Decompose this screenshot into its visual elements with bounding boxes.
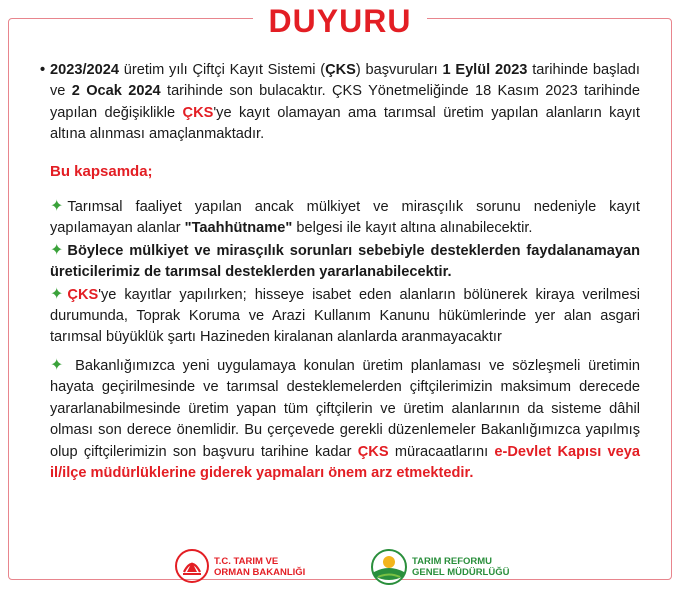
intro-text: 'ye kayıt olamayan ama tarımsal üretim yapılan alanların kayıt altına alınması amaçlanmaktadır. (50, 104, 640, 143)
intro-text: tarihinde başladı ve (50, 62, 640, 100)
list-item (50, 284, 640, 349)
list-item (50, 240, 640, 284)
ministry-name-line1: T.C. TARIM VE (214, 556, 279, 567)
reform-name-line2: GENEL MÜDÜRLÜĞÜ (412, 567, 510, 578)
star-icon: ✦ (50, 241, 64, 259)
taahhutname-text: "Taahhütname" (184, 220, 293, 237)
item-text-bold: Böylece mülkiyet ve mirasçılık sorunları sebebiyle desteklerden faydalanamayan üreticilerimiz de tarımsal desteklerden yararlanabilecektir. (50, 242, 640, 281)
announcement-body (40, 60, 641, 484)
cks-text: ÇKS (357, 443, 389, 460)
intro-text: üretim yılı Çiftçi Kayıt Sistemi ( (119, 62, 326, 78)
item-text: Bakanlığımızca yeni uygulamaya konulan üretim planlaması ve sözleşmeli üretimin hayata geçirilmesinde ve tarımsal desteklemelerden çiftçilerimizin maksimum derecede yararlanabilmesinde üretim yapan tüm çiftçilerin ve üretim alanlarının da sisteme dâhil olması son derece önemlidir. Bu çerçevede gerekli düzenlemeler Bakanlığımızca yapılmış olup çiftçilerimizin son başvuru tarihine kadar (50, 357, 640, 460)
ministry-logo-text (214, 556, 305, 578)
list-item (50, 196, 640, 240)
intro-text: ) başvuruları (355, 62, 443, 78)
item-text: 'ye kayıtlar yapılırken; hisseye isabet eden alanların bölünerek kiraya verilmesi durumunda, Toprak Koruma ve Arazi Kullanım Kanunu hükümlerinde yer alan asgari tarımsal büyüklük şartı Hazineden kiralanan alanlarda aranmayacaktır (50, 286, 640, 346)
footer (0, 548, 680, 588)
item-text: belgesi ile kayıt altına alınabilecektir. (292, 220, 533, 237)
cks-text: ÇKS (182, 104, 214, 121)
intro-text: tarihinde son bulacaktır. ÇKS Yönetmeliğinde 18 Kasım 2023 tarihinde yapılan değişiklikle (50, 83, 641, 121)
reform-logo-text (412, 556, 509, 578)
end-date-text: 2 Ocak 2024 (71, 83, 161, 100)
start-date-text: 1 Eylül 2023 (442, 62, 528, 78)
ministry-name-line2: ORMAN BAKANLIĞI (214, 567, 306, 578)
section-heading: Bu kapsamda; (50, 162, 153, 180)
list-item (50, 355, 640, 484)
item-text: Tarımsal faaliyet yapılan ancak mülkiyet ve mirasçılık sorunu nedeniyle kayıt yapılamayan alanlar (50, 199, 640, 237)
edevlet-text: e-Devlet Kapısı veya il/ilçe müdürlüklerine giderek yapmaları önem arz etmektedir. (50, 443, 640, 481)
star-icon: ✦ (50, 285, 64, 303)
item-text: müracaatlarını (388, 443, 495, 460)
season-text: 2023/2024 (50, 62, 119, 78)
ministry-logo-icon (174, 548, 210, 584)
reform-logo-icon (370, 548, 408, 586)
page-title: DUYURU (253, 2, 428, 40)
intro-paragraph (40, 60, 641, 146)
reform-name-line1: TARIM REFORMU (412, 556, 493, 567)
star-icon: ✦ (50, 198, 64, 216)
cks-text: ÇKS (325, 62, 356, 78)
title-wrap (0, 0, 680, 40)
bullet-dot: • (40, 62, 46, 78)
star-icon: ✦ (50, 356, 64, 374)
cks-text: ÇKS (67, 286, 99, 303)
